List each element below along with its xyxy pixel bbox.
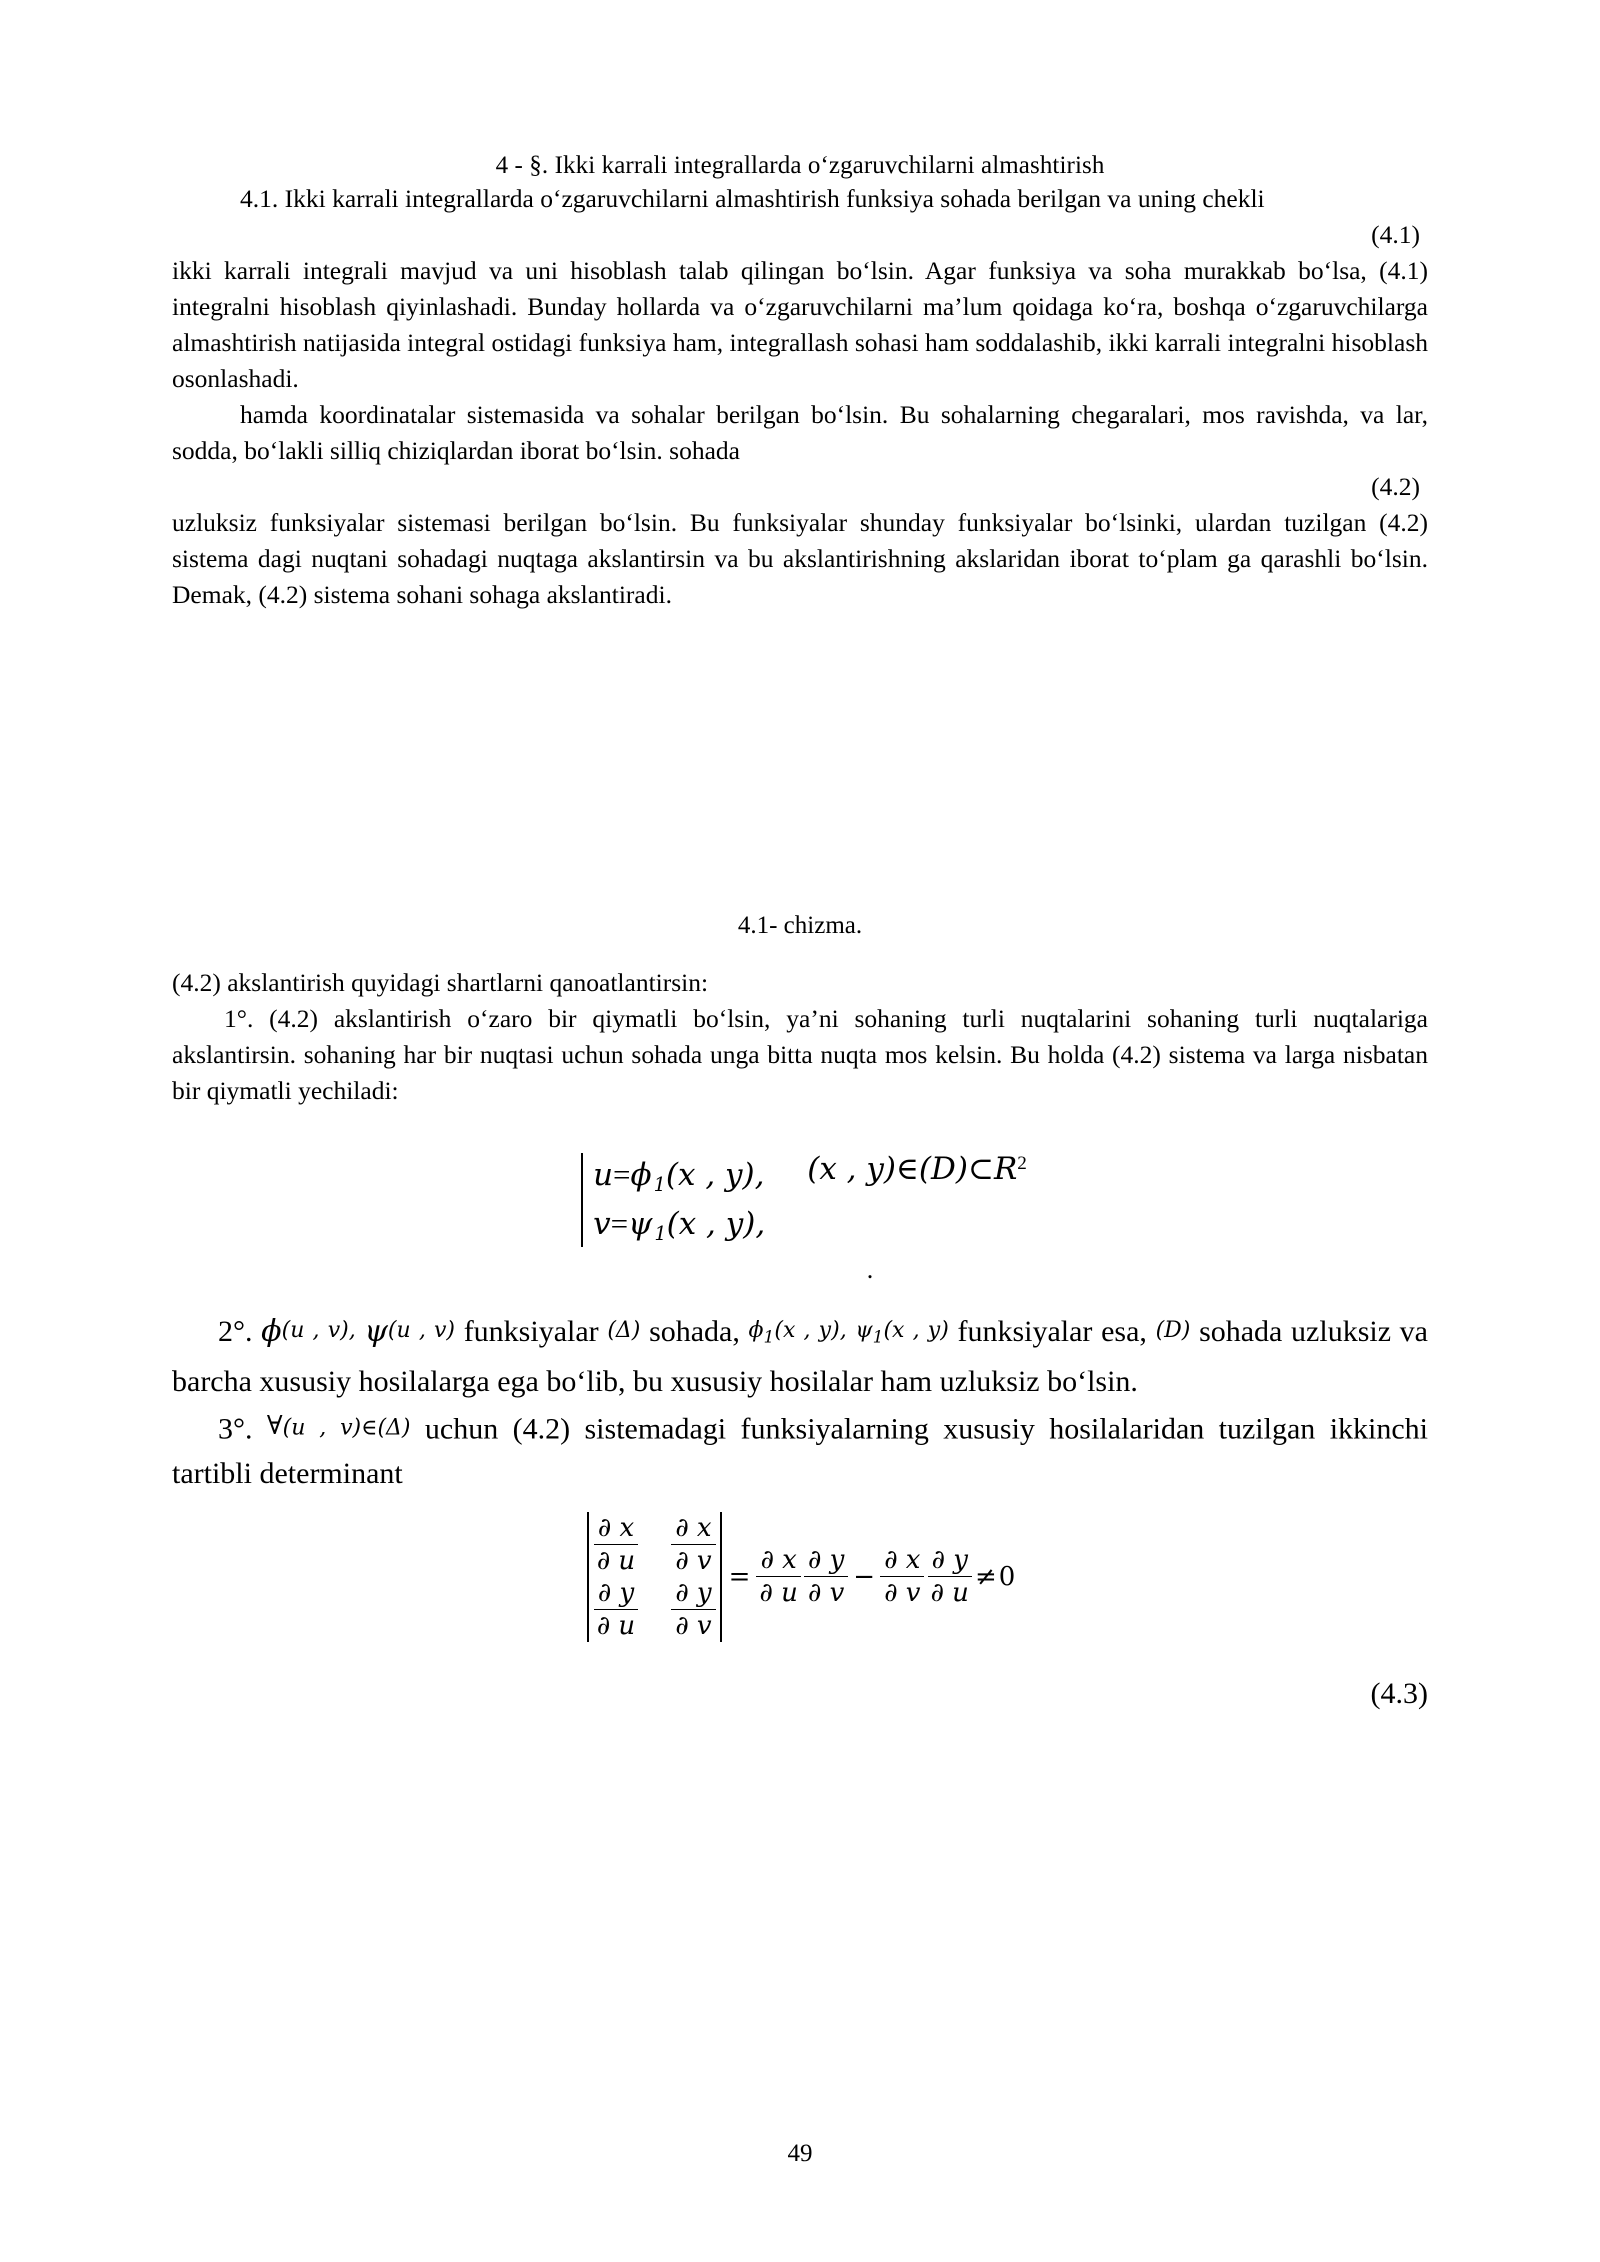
- condition-exponent: 2: [1017, 1153, 1027, 1175]
- paragraph-6: [172, 1001, 1428, 1109]
- eq2-function: ψ: [628, 1206, 653, 1243]
- equation-row-2: [593, 1200, 765, 1249]
- eq2-lhs: v: [593, 1206, 611, 1243]
- item-2-fn4-args: (x , y): [883, 1318, 949, 1344]
- m11-denominator: ∂ u: [596, 1545, 636, 1576]
- t2b-denominator: ∂ u: [930, 1578, 969, 1608]
- m21-numerator: ∂ y: [594, 1577, 638, 1610]
- jacobian-matrix-row-2: [592, 1577, 717, 1642]
- paragraph-2: ikki karrali integrali mavjud va uni hisoblash talab qilingan bo‘lsin. Agar funksiya va soha murakkab bo‘lsa, (4.1) integralni hisoblash qiyinlashadi. Bunday hollarda va o‘zgaruvchilarni ma’lum qoidaga ko‘ra, boshqa o‘zgaruvchilarga almashtirish natijasida integral ostidagi funksiya ham, integrallash sohasi ham soddalashib, ikki karrali integralni hisoblash osonlashadi.: [172, 256, 1428, 394]
- jacobian-not-equal-icon: ≠: [974, 1561, 997, 1592]
- paragraph-3: [172, 397, 1428, 469]
- figure-4-1-placeholder: [172, 613, 1428, 909]
- item-2-text2: sohada,: [649, 1315, 740, 1349]
- item-2-text1: funksiyalar: [463, 1315, 599, 1349]
- condition-domain: (D): [918, 1151, 968, 1188]
- item-2-fn3: ϕ: [748, 1318, 764, 1344]
- partial-y-over-partial-u: [593, 1577, 639, 1642]
- t1b-numerator: ∂ y: [804, 1544, 848, 1577]
- item-2-marker: 2°.: [218, 1315, 253, 1349]
- m12-numerator: ∂ x: [671, 1512, 715, 1545]
- paragraph-intro-text: 4.1. Ikki karrali integrallarda o‘zgaruvchilarni almashtirish funksiya sohada berilgan va uning chekli: [240, 184, 1265, 214]
- item-2-fn2-args: (u , v): [387, 1318, 456, 1344]
- item-2-domain-delta: (Δ): [607, 1318, 641, 1344]
- t1a-denominator: ∂ u: [759, 1578, 798, 1608]
- forall-icon: ∀: [266, 1410, 283, 1441]
- condition-subset-icon: ⊂: [967, 1151, 994, 1187]
- m22-denominator: ∂ v: [675, 1610, 712, 1641]
- item-3-point: (u , v): [282, 1415, 362, 1441]
- eq1-lhs: u: [593, 1157, 614, 1194]
- equation-system-condition: [807, 1151, 1027, 1249]
- term1-partial-y-over-partial-v: [804, 1544, 848, 1609]
- page-number: 49: [787, 2140, 813, 2167]
- item-3-domain: (Δ): [377, 1415, 411, 1441]
- page-content: [172, 0, 1428, 1712]
- condition-space: R: [993, 1151, 1018, 1188]
- jacobian-matrix-row-1: [592, 1512, 717, 1577]
- eq1-arguments: (x , y),: [665, 1157, 765, 1194]
- eq1-function: ϕ: [630, 1157, 652, 1194]
- m22-numerator: ∂ y: [671, 1577, 715, 1610]
- determinant-right-bar: [720, 1512, 722, 1642]
- partial-y-over-partial-v: [671, 1577, 715, 1642]
- item-2-fn3-args: (x , y),: [774, 1318, 847, 1344]
- jacobian-matrix: [592, 1512, 717, 1642]
- left-brace-icon: [573, 1151, 591, 1249]
- item-2-fn1-args: (u , v),: [281, 1318, 356, 1344]
- figure-caption: 4.1- chizma.: [737, 912, 863, 940]
- partial-x-over-partial-v: [671, 1512, 715, 1577]
- item-2-fn4: ψ: [855, 1318, 873, 1344]
- equation-system-rows: [593, 1151, 765, 1249]
- equation-label-4-3: (4.3): [1370, 1676, 1428, 1710]
- equation-row-1: [593, 1151, 765, 1200]
- t1b-denominator: ∂ v: [807, 1578, 845, 1608]
- equation-system: [573, 1151, 1027, 1249]
- jacobian-block: [172, 1512, 1428, 1642]
- condition-member-icon: ∈: [895, 1151, 919, 1187]
- item-3-paragraph: [172, 1404, 1428, 1496]
- eq2-arguments: (x , y),: [666, 1206, 766, 1243]
- term2-partial-x-over-partial-v: [880, 1544, 924, 1609]
- item-2-fn1: ϕ: [261, 1314, 282, 1350]
- condition-point: (x , y): [807, 1151, 896, 1188]
- item-2-fn3-subscript: 1: [763, 1327, 775, 1348]
- eq2-equals: =: [610, 1206, 629, 1242]
- item-3-text: uchun (4.2) sistemadagi funksiyalarning xususiy hosilalaridan tuzilgan ikkinchi tartibli determinant: [172, 1412, 1429, 1490]
- m12-denominator: ∂ v: [675, 1545, 712, 1576]
- item-2-fn2: ψ: [364, 1314, 388, 1350]
- item-2-text4: sohada uzluksiz va barcha xususiy hosilalarga ega bo‘lib, bu xususiy hosilalar ham uzluksiz bo‘lsin.: [172, 1315, 1429, 1398]
- paragraph-4: uzluksiz funksiyalar sistemasi berilgan bo‘lsin. Bu funksiyalar shunday funksiyalar bo‘lsinki, ulardan tuzilgan (4.2) sistema dagi nuqtani sohadagi nuqtaga akslantirsin va bu akslantirishning akslaridan iborat to‘plam ga qarashli bo‘lsin. Demak, (4.2) sistema sohani sohaga akslantiradi.: [172, 508, 1428, 610]
- t2a-numerator: ∂ x: [880, 1544, 924, 1577]
- paragraph-6-text: 1°. (4.2) akslantirish o‘zaro bir qiymatli bo‘lsin, ya’ni sohaning turli nuqtalarini sohaning turli nuqtalariga akslantirsin. sohaning har bir nuqtasi uchun sohada unga bitta nuqta mos kelsin. Bu holda (4.2) sistema va larga nisbatan bir qiymatli yechiladi:: [172, 1004, 1428, 1106]
- jacobian-zero: 0: [998, 1561, 1016, 1592]
- item-2-fn4-subscript: 1: [872, 1327, 884, 1348]
- section-title: 4 - §. Ikki karrali integrallarda o‘zgaruvchilarni almashtirish: [495, 152, 1105, 179]
- item-2-domain-d: (D): [1155, 1318, 1191, 1344]
- m21-denominator: ∂ u: [596, 1610, 636, 1641]
- term1-partial-x-over-partial-u: [755, 1544, 801, 1609]
- term2-partial-y-over-partial-u: [926, 1544, 972, 1609]
- jacobian-determinant: [584, 1512, 1017, 1642]
- item-3-marker: 3°.: [218, 1412, 253, 1446]
- t1a-numerator: ∂ x: [756, 1544, 800, 1577]
- paragraph-5: (4.2) akslantirish quyidagi shartlarni qanoatlantirsin:: [172, 968, 709, 998]
- equation-label-4-2: (4.2): [1371, 472, 1420, 502]
- item-2-text3: funksiyalar esa,: [957, 1315, 1147, 1349]
- paragraph-3-text: hamda koordinatalar sistemasida va sohalar berilgan bo‘lsin. Bu sohalarning chegaralari, mos ravishda, va lar, sodda, bo‘lakli silliq chiziqlardan iborat bo‘lsin. sohada: [172, 400, 1428, 466]
- equation-system-trailing-period: .: [866, 1255, 874, 1285]
- jacobian-minus: −: [853, 1561, 876, 1592]
- eq1-subscript: 1: [653, 1172, 666, 1196]
- jacobian-equals: =: [728, 1561, 751, 1592]
- determinant-left-bar: [587, 1512, 589, 1642]
- item-3-member-icon: ∈: [361, 1415, 378, 1441]
- paragraph-intro: [172, 181, 1428, 217]
- equation-label-4-1: (4.1): [1371, 220, 1420, 250]
- eq1-equals: =: [613, 1157, 631, 1193]
- m11-numerator: ∂ x: [594, 1512, 638, 1545]
- t2b-numerator: ∂ y: [928, 1544, 972, 1577]
- t2a-denominator: ∂ v: [884, 1578, 921, 1608]
- eq2-subscript: 1: [654, 1221, 667, 1245]
- item-2-paragraph: [172, 1309, 1428, 1404]
- partial-x-over-partial-u: [593, 1512, 639, 1577]
- equation-system-block: [172, 1151, 1428, 1249]
